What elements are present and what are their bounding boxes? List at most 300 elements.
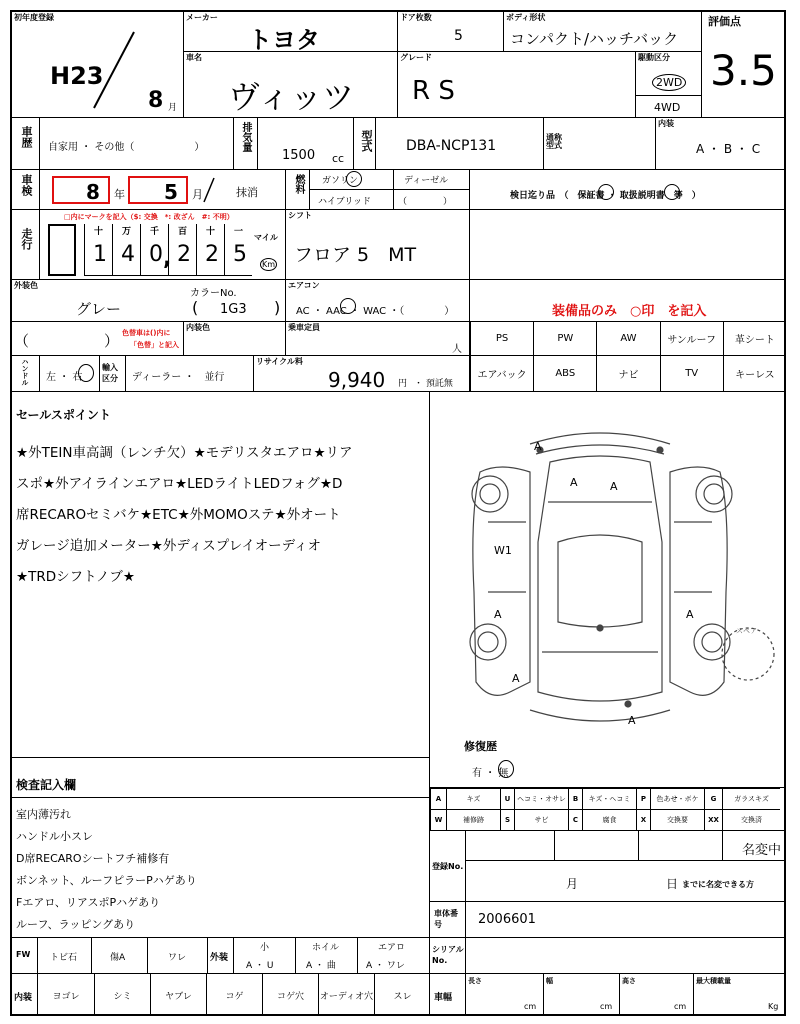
interior-item: [262, 974, 318, 1016]
color-code-value: 1G3: [220, 302, 247, 317]
legend-text: ガラスキズ: [734, 795, 769, 803]
equipment-item: [470, 356, 533, 391]
legend-text: XX: [708, 816, 719, 824]
mileage-note: □内にマークを記入（$: 交換 *: 改ざん #: 不明）: [64, 213, 234, 221]
drive-4wd-box: [636, 96, 702, 118]
mileage-label-box: [12, 210, 40, 280]
equipment-item: [533, 356, 596, 391]
legend-cell: [704, 788, 722, 809]
reg-divider: [554, 831, 555, 861]
equipment-item-label: エアバック: [477, 370, 527, 381]
interior-item-label: シミ: [113, 991, 132, 1002]
sales-line: スポ★外アイラインエアロ★LEDライトLEDフォグ★D: [16, 476, 343, 492]
odometer-digit-cell: [112, 224, 140, 276]
inspection-label-box: [12, 170, 40, 210]
fuel-check-mark: [346, 171, 362, 187]
common-label: 通称型式: [546, 133, 562, 150]
equipment-item: [596, 322, 659, 355]
repair-none-circle: [498, 760, 514, 778]
legend-cell: [446, 809, 500, 830]
doors-value: 5: [454, 28, 463, 44]
interior-item: [374, 974, 430, 1016]
name-change-text: 名変中: [742, 843, 782, 858]
exterior-label: 外装: [210, 953, 229, 963]
odometer-unit: 一: [234, 227, 244, 237]
fw-item-box: [38, 938, 92, 974]
odometer-digit-cell: [224, 224, 252, 276]
ext-small-box: [234, 938, 296, 974]
registration-label-box: [430, 830, 466, 902]
maker-value: トヨタ: [248, 26, 320, 54]
legend-text: U: [504, 795, 511, 803]
damage-mark: A: [512, 672, 520, 685]
legend-cell: [722, 809, 780, 830]
model-label: 型式: [360, 130, 373, 152]
insp-month-value: 5: [164, 180, 178, 204]
legend-text: A: [435, 795, 442, 803]
odometer-unit: 千: [150, 227, 160, 237]
exterior-label-box: [208, 938, 234, 974]
odometer-unit: 十: [206, 227, 216, 237]
color-change-note-1: 色替車は()内に: [122, 329, 171, 337]
equipment-item: [723, 356, 786, 391]
legend-cell: [636, 809, 650, 830]
damage-mark: A: [628, 714, 636, 727]
interior-item: [94, 974, 150, 1016]
fuel-diesel-box: [394, 170, 470, 190]
documents-blank: [470, 210, 786, 280]
interior-item: [318, 974, 374, 1016]
legend-text: サビ: [534, 816, 549, 824]
km-unit-circled: Km: [262, 260, 276, 269]
odometer-digit-cell: [196, 224, 224, 276]
maker-label: メーカー: [186, 13, 218, 22]
equipment-item-label: ABS: [555, 368, 576, 379]
ext-wheel-value: A ・ 曲: [306, 961, 336, 971]
color-code-paren-close: ): [274, 298, 281, 317]
dealer-value: ディーラー ・ 並行: [132, 372, 225, 383]
odometer-digit: 2: [205, 242, 219, 267]
interior-items: [38, 974, 430, 1016]
equipment-item-label: AW: [620, 333, 637, 344]
legend-cell: [636, 788, 650, 809]
model-label-box: [354, 118, 376, 170]
legend-cell: [582, 788, 636, 809]
month-unit: 月: [192, 188, 203, 201]
ext-wheel-box: [296, 938, 358, 974]
legend-cell: [650, 809, 704, 830]
handle-label: ハンドル: [21, 358, 29, 386]
legend-cell: [500, 788, 514, 809]
grade-label: グレード: [400, 53, 432, 62]
era-value: H23: [50, 62, 104, 90]
recycle-box: [254, 356, 470, 392]
handle-value-box: [40, 356, 100, 392]
first-registration-box: [12, 12, 184, 118]
interior-item: [38, 974, 94, 1016]
interior-item-label: オーディオ穴: [319, 991, 374, 1002]
odometer-comma: ,: [163, 246, 172, 271]
model-value-box: [376, 118, 544, 170]
recycle-yen: 円: [398, 379, 408, 389]
legend-text: S: [504, 816, 511, 824]
legend-text: 色あせ・ボケ: [656, 795, 699, 803]
fw-item: 傷A: [110, 953, 126, 963]
length-unit: cm: [524, 1002, 537, 1011]
equipment-row-1: [470, 322, 786, 356]
registration-label: 登録No.: [432, 862, 464, 871]
repair-label: 修復歴: [464, 740, 497, 753]
inspection-date-box: [40, 170, 286, 210]
legend-cell: [514, 788, 568, 809]
damage-mark: A: [610, 480, 618, 493]
damage-mark: A: [570, 476, 578, 489]
fuel-diesel: ディーゼル: [404, 176, 449, 186]
interior-box: [656, 118, 786, 170]
note-line: Fエアロ、リアスポPハゲあり: [16, 896, 161, 909]
vehicle-no-box: [466, 902, 786, 938]
mile-unit: マイル: [254, 233, 278, 242]
sales-line: 席RECAROセミバケ★ETC★外MOMOステ★外オート: [16, 507, 341, 523]
legend-cell: [568, 788, 582, 809]
spare-label: スペア: [736, 627, 757, 635]
registration-top: [466, 831, 786, 861]
length-label: 長さ: [468, 977, 482, 985]
insp-year-value: 8: [86, 180, 100, 204]
dims-label: 車幅: [434, 993, 453, 1003]
shift-label: シフト: [288, 211, 312, 220]
score-box: [702, 12, 786, 118]
fuel-gas-box: [310, 170, 394, 190]
legend-cell: [500, 809, 514, 830]
legend-text: X: [640, 816, 647, 824]
legend-cell: [582, 809, 636, 830]
registration-box: [466, 830, 786, 902]
color-change-note-2: 「色替」と記入: [130, 341, 179, 349]
legend-text: キズ・ヘコミ: [588, 795, 631, 803]
legend-text: P: [640, 795, 647, 803]
import-label: 輸入区分: [102, 363, 118, 383]
inspection-notes-title: 検査記入欄: [16, 778, 77, 792]
fuel-label-box: [286, 170, 310, 210]
ext-aero-value: A ・ ワレ: [366, 961, 405, 971]
interior-item-label: コゲ: [225, 991, 244, 1002]
maker-box: [184, 12, 398, 52]
color-change-box: [12, 322, 184, 356]
sales-line: ガレージ追加メーター★外ディスプレイオーディオ: [16, 538, 322, 554]
aircon-value: AC ・ AAC ・ WAC ・（ ）: [296, 306, 455, 317]
height-box: [620, 974, 694, 1016]
color-value: グレー: [76, 300, 122, 318]
interior-item-label: スレ: [393, 991, 412, 1002]
legend-text: キズ: [466, 795, 481, 803]
odometer: [84, 224, 254, 276]
equipment-item-label: PS: [495, 333, 509, 344]
mileage-box: [40, 210, 286, 280]
weight-box: [694, 974, 786, 1016]
equipment-title: 装備品のみ ○印 を記入: [552, 304, 707, 319]
height-unit: cm: [674, 1002, 687, 1011]
vehicle-no-label: 車体番号: [434, 909, 458, 929]
odometer-digit: 5: [233, 242, 247, 267]
width-box: [544, 974, 620, 1016]
legend-text: ヘコミ・オサレ: [517, 795, 566, 803]
aac-circle: [340, 298, 356, 314]
warranty-circle: [598, 184, 614, 200]
documents-box: [470, 170, 786, 210]
note-line: ルーフ、ラッピングあり: [16, 918, 136, 931]
body-type-box: [504, 12, 702, 52]
equipment-item-label: キーレス: [735, 370, 775, 381]
shift-value: フロア 5 MT: [294, 244, 417, 266]
car-name-value: ヴィッツ: [228, 78, 355, 116]
sales-title: セールスポイント: [16, 408, 111, 422]
manual-circle: [664, 184, 680, 200]
aircon-box: [286, 280, 470, 322]
equipment-item: [596, 356, 659, 391]
color-code-label: カラーNo.: [190, 288, 237, 299]
odometer-unit: 万: [122, 227, 132, 237]
common-model-box: [544, 118, 656, 170]
damage-legend: [430, 788, 786, 830]
legend-cell: [722, 788, 780, 809]
equipment-item: [533, 322, 596, 355]
ext-aero-label: エアロ: [378, 943, 406, 953]
interior-bottom-label: 内装: [14, 993, 33, 1003]
capacity-unit: 人: [452, 344, 462, 355]
vehicle-no-label-box: [430, 902, 466, 938]
grade-value: R S: [412, 76, 455, 106]
color-box: [12, 280, 286, 322]
ext-small-value: A ・ U: [246, 961, 274, 971]
mileage-label: 走行: [20, 228, 33, 250]
interior-label: 内装: [658, 119, 674, 128]
body-label: ボディ形状: [506, 13, 546, 22]
vehicle-no-value: 2006601: [478, 912, 536, 927]
car-diagram: [430, 392, 786, 788]
fw-item-box: [92, 938, 148, 974]
weight-unit: Kg: [768, 1002, 779, 1011]
equipment-item: [660, 322, 723, 355]
interior-bottom-label-box: [12, 974, 38, 1016]
handle-label-box: [12, 356, 40, 392]
int-color-label: 内装色: [186, 323, 210, 332]
legend-text: C: [572, 816, 579, 824]
history-label-box: [12, 118, 40, 170]
odometer-digit-cell: [168, 224, 196, 276]
model-value: DBA-NCP131: [406, 138, 497, 154]
capacity-box: [286, 322, 470, 356]
inspection-notes-lines: [16, 804, 197, 936]
interior-value: A ・ B ・ C: [696, 142, 761, 156]
legend-cell: [446, 788, 500, 809]
legend-text: 補修跡: [463, 816, 484, 824]
length-box: [466, 974, 544, 1016]
width-label: 幅: [546, 977, 553, 985]
ext-small-label: 小: [260, 943, 270, 953]
drive-label: 駆動区分: [638, 53, 670, 62]
ext-aero-box: [358, 938, 430, 974]
legend-cell: [704, 809, 722, 830]
damage-mark: W1: [494, 544, 512, 557]
car-name-box: [184, 52, 398, 118]
shift-box: [286, 210, 470, 280]
interior-item: [206, 974, 262, 1016]
equipment-header-box: [470, 280, 786, 322]
mileage-mark-box: [48, 224, 76, 276]
score-label: 評価点: [708, 15, 741, 28]
serial-label: シリアルNo.: [432, 945, 464, 965]
color-code-paren-open: (: [192, 298, 199, 317]
legend-text: 交換済: [741, 816, 762, 824]
equipment-item: [660, 356, 723, 391]
grade-box: [398, 52, 636, 118]
equipment-item-label: TV: [685, 368, 699, 379]
odometer-digit: 1: [93, 242, 107, 267]
note-line: ボンネット、ルーフピラーPハゲあり: [16, 874, 197, 887]
damage-mark: A: [494, 608, 502, 621]
legend-cell: [568, 809, 582, 830]
interior-item-label: ヨゴレ: [52, 991, 80, 1002]
odometer-digit-cell: [84, 224, 112, 276]
drive-2wd-circled: 2WD: [652, 74, 686, 91]
reg-month-unit: 月: [168, 103, 178, 113]
fw-item: ワレ: [168, 953, 187, 963]
dealer-box: [126, 356, 254, 392]
reg-divider: [722, 831, 723, 861]
width-unit: cm: [600, 1002, 613, 1011]
fuel-other-box: [394, 190, 470, 210]
legend-cell: [430, 788, 446, 809]
disp-value-box: [258, 118, 354, 170]
equipment-item: [470, 322, 533, 355]
handle-right-circle: [78, 364, 94, 382]
fuel-other: （ ）: [398, 197, 453, 207]
disp-unit: cc: [332, 152, 345, 165]
doors-box: [398, 12, 504, 52]
history-value: 自家用 ・ その他（ ）: [48, 142, 205, 153]
reg-month: 月: [566, 877, 579, 891]
legend-text: 交換要: [667, 816, 688, 824]
damage-mark: A: [686, 608, 694, 621]
slash-divider-2: [202, 176, 216, 204]
odometer-digit: 0: [149, 242, 163, 267]
note-line: 室内薄汚れ: [16, 808, 71, 821]
auction-sheet: [10, 10, 786, 1016]
cancel-text: 抹消: [236, 186, 258, 199]
fuel-hybrid-box: [310, 190, 394, 210]
history-value-box: [40, 118, 234, 170]
body-value: コンパクト/ハッチバック: [510, 30, 679, 48]
color-label: 外装色: [14, 281, 38, 290]
documents-text: 検日迄り品 （ 保証書 ・ 取扱説明書 等 ）: [510, 191, 701, 201]
fw-label: FW: [16, 950, 31, 959]
serial-label-box: [430, 938, 466, 974]
equipment-item-label: ナビ: [618, 370, 639, 381]
car-name-label: 車名: [186, 53, 202, 62]
aircon-label: エアコン: [288, 281, 320, 290]
insp-year-box: [52, 176, 110, 204]
odometer-digit: 4: [121, 242, 135, 267]
slash-divider: [92, 30, 137, 110]
car-diagram-box: [430, 392, 786, 788]
sales-line: ★外TEIN車高調（レンチ欠）★モデリスタエアロ★リア: [16, 445, 353, 461]
note-line: D席RECAROシートフチ補修有: [16, 852, 170, 865]
legend-cell: [430, 809, 446, 830]
legend-text: W: [434, 816, 443, 824]
sales-line: ★TRDシフトノブ★: [16, 569, 135, 585]
score-value: 3.5: [710, 46, 777, 95]
equipment-item: [723, 322, 786, 355]
inspection-notes-box: [12, 758, 430, 938]
sales-point-box: [12, 392, 430, 758]
capacity-label: 乗車定員: [288, 323, 320, 332]
repair-value: 有 ・ 無: [472, 768, 509, 779]
equipment-item-label: PW: [557, 333, 574, 344]
odometer-unit: 百: [178, 227, 188, 237]
disp-label: 排気量: [240, 122, 251, 152]
damage-mark: A: [534, 440, 542, 453]
ext-wheel-label: ホイル: [312, 943, 340, 953]
fw-item: トビ石: [50, 953, 78, 963]
odometer-digit: 2: [177, 242, 191, 267]
dims-label-box: [430, 974, 466, 1016]
disp-label-box: [234, 118, 258, 170]
sales-lines: [16, 438, 428, 593]
interior-item-label: ヤブレ: [165, 991, 192, 1002]
fuel-label: 燃料: [293, 174, 304, 194]
note-line: ハンドル小スレ: [16, 830, 93, 843]
odometer-unit: 十: [94, 227, 104, 237]
handle-value: 左 ・ 右: [46, 372, 83, 383]
recycle-value: 9,940: [328, 368, 386, 392]
first-reg-label: 初年度登録: [14, 13, 54, 22]
legend-cell: [514, 809, 568, 830]
fw-label-box: [12, 938, 38, 974]
interior-item-label: コゲ穴: [276, 991, 304, 1002]
fuel-gasoline: ガソリン: [322, 176, 359, 186]
history-label: 車歴: [20, 126, 33, 148]
legend-text: B: [572, 795, 579, 803]
reg-day: 日: [666, 877, 679, 891]
drive-2wd-box: [636, 52, 702, 96]
reg-month-value: 8: [148, 88, 164, 113]
fuel-hybrid: ハイブリッド: [318, 197, 372, 207]
import-label-box: [100, 356, 126, 392]
recycle-label: リサイクル料: [256, 357, 303, 366]
serial-box: [466, 938, 786, 974]
int-color-box: [184, 322, 286, 356]
equipment-item-label: 革シート: [734, 335, 775, 346]
color-change-paren: （ ）: [14, 332, 120, 350]
weight-label: 最大積載量: [696, 977, 731, 985]
inspection-label: 車検: [20, 174, 33, 196]
recycle-deposit: ・ 預託無: [414, 379, 453, 389]
insp-month-box: [128, 176, 188, 204]
disp-value: 1500: [282, 148, 316, 163]
equipment-item-label: サンルーフ: [667, 335, 717, 346]
doors-label: ドア枚数: [400, 13, 432, 22]
interior-item: [150, 974, 206, 1016]
equipment-row-2: [470, 356, 786, 392]
year-unit: 年: [114, 188, 125, 201]
legend-text: 腐食: [602, 816, 617, 824]
reg-note: までに名変できる方: [682, 880, 754, 889]
legend-text: G: [710, 795, 717, 803]
reg-divider: [638, 831, 639, 861]
legend-cell: [650, 788, 704, 809]
fw-item-box: [148, 938, 208, 974]
